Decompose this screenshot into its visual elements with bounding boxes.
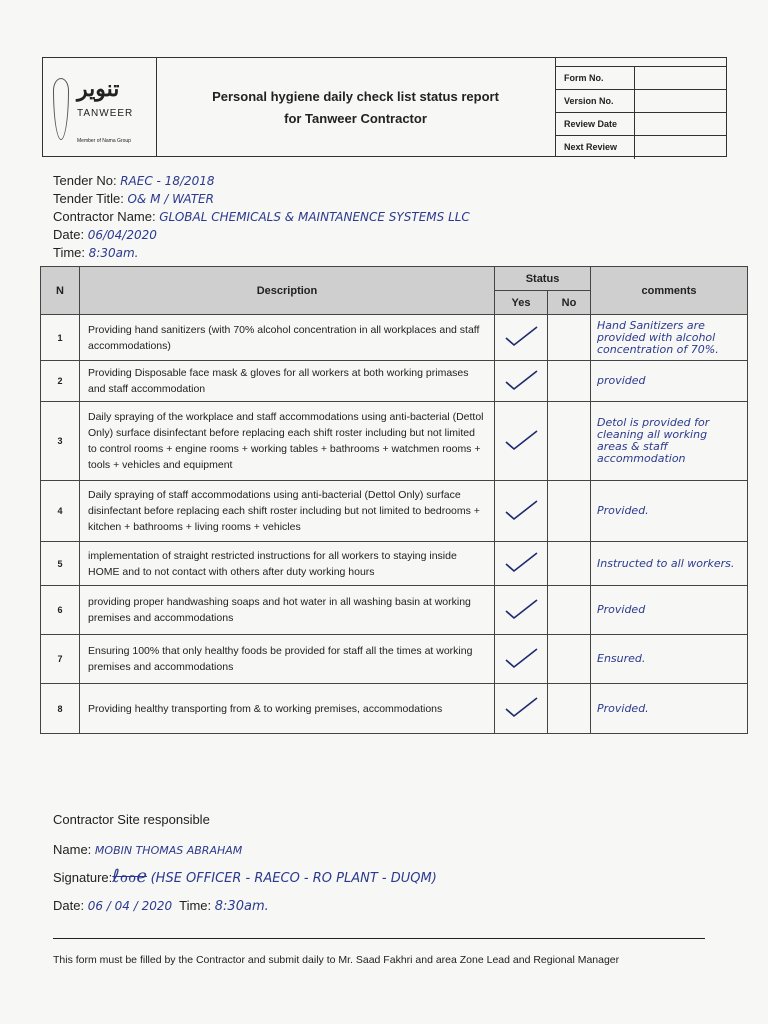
- col-n: N: [41, 267, 80, 315]
- handwritten-value: MOBIN THOMAS ABRAHAM: [94, 844, 243, 857]
- field-0: [53, 173, 215, 188]
- row-comment: Provided: [591, 586, 748, 635]
- row-description: implementation of straight restricted instructions for all workers to staying inside HOME and to not contact with others after duty working hours: [80, 542, 495, 586]
- no-cell: [548, 361, 591, 402]
- document-title: [156, 58, 556, 156]
- field-label: Contractor Name:: [53, 209, 156, 224]
- col-comments: comments: [591, 267, 748, 315]
- no-cell: [548, 684, 591, 734]
- yes-cell: [495, 586, 548, 635]
- table-row: [41, 586, 748, 635]
- row-number: 6: [41, 586, 80, 635]
- row-number: 3: [41, 402, 80, 481]
- checkmark-icon: [503, 597, 539, 621]
- footer-name: [53, 842, 242, 857]
- no-cell: [548, 481, 591, 542]
- field-3: [53, 227, 157, 242]
- col-status: Status: [495, 267, 591, 291]
- table-row: [41, 635, 748, 684]
- footer-section-title: Contractor Site responsible: [53, 812, 210, 827]
- meta-form-no: [556, 66, 726, 90]
- logo-arabic: تنوير: [77, 76, 120, 101]
- yes-cell: [495, 361, 548, 402]
- row-number: 5: [41, 542, 80, 586]
- label: Name:: [53, 842, 92, 857]
- footer-note: This form must be filled by the Contractor and submit daily to Mr. Saad Fakhri and area Zone Lead and Regional Manager: [53, 954, 620, 966]
- col-yes: Yes: [495, 291, 548, 315]
- footer-date-time: [53, 898, 269, 914]
- row-description: Providing Disposable face mask & gloves for all workers at both working primases and staff accommodation: [80, 361, 495, 402]
- row-number: 7: [41, 635, 80, 684]
- meta-version-no: [556, 89, 726, 113]
- tanweer-logo: [43, 58, 157, 156]
- field-label: Time:: [53, 245, 86, 260]
- table-row: [41, 402, 748, 481]
- logo-name: TANWEER: [77, 108, 134, 119]
- yes-cell: [495, 481, 548, 542]
- row-number: 2: [41, 361, 80, 402]
- logo-tagline: Member of Nama Group: [77, 138, 131, 144]
- row-description: Providing healthy transporting from & to working premises, accommodations: [80, 684, 495, 734]
- row-comment: Detol is provided for cleaning all working areas & staff accommodation: [591, 402, 748, 481]
- meta-next-review: [556, 135, 726, 159]
- label: Signature:: [53, 870, 113, 885]
- yes-cell: [495, 315, 548, 361]
- row-description: Ensuring 100% that only healthy foods be provided for staff all the times at working premises and accommodations: [80, 635, 495, 684]
- table-row: [41, 542, 748, 586]
- col-no: No: [548, 291, 591, 315]
- table-row: [41, 684, 748, 734]
- handwritten-value: 8:30am.: [214, 899, 269, 914]
- meta-label: Version No.: [564, 96, 614, 106]
- field-value: 06/04/2020: [87, 228, 157, 242]
- field-label: Date:: [53, 227, 85, 242]
- checkmark-icon: [503, 498, 539, 522]
- document-header: [42, 57, 727, 157]
- row-comment: Provided.: [591, 481, 748, 542]
- row-number: 8: [41, 684, 80, 734]
- meta-label: Next Review: [564, 142, 618, 152]
- handwritten-value: (HSE OFFICER - RAECO - RO PLANT - DUQM): [150, 871, 437, 886]
- handwritten-value: 06 / 04 / 2020: [87, 899, 173, 913]
- meta-label: Review Date: [564, 119, 618, 129]
- row-comment: Hand Sanitizers are provided with alcohol concentration of 70%.: [591, 315, 748, 361]
- row-comment: provided: [591, 361, 748, 402]
- yes-cell: [495, 684, 548, 734]
- row-number: 4: [41, 481, 80, 542]
- field-label: Tender Title:: [53, 191, 124, 206]
- field-value: RAEC - 18/2018: [120, 174, 215, 188]
- table-row: [41, 315, 748, 361]
- title-line-2: for Tanweer Contractor: [284, 111, 427, 126]
- checkmark-icon: [503, 646, 539, 670]
- no-cell: [548, 542, 591, 586]
- row-comment: Instructed to all workers.: [591, 542, 748, 586]
- yes-cell: [495, 542, 548, 586]
- label: Date:: [53, 898, 85, 913]
- field-2: [53, 209, 470, 224]
- row-description: Daily spraying of staff accommodations using anti-bacterial (Dettol Only) surface disinfectant before replacing each shift roster including but not limited to bedrooms + kitchen + bathrooms + living rooms + vehicles: [80, 481, 495, 542]
- no-cell: [548, 586, 591, 635]
- checkmark-icon: [503, 428, 539, 452]
- title-line-1: Personal hygiene daily check list status report: [212, 89, 499, 104]
- table-row: [41, 361, 748, 402]
- meta-label: Form No.: [564, 73, 604, 83]
- row-description: Providing hand sanitizers (with 70% alcohol concentration in all workplaces and staff accommodations): [80, 315, 495, 361]
- field-value: GLOBAL CHEMICALS & MAINTANENCE SYSTEMS LLC: [159, 210, 470, 224]
- field-1: [53, 191, 214, 206]
- yes-cell: [495, 402, 548, 481]
- footer-signature: [53, 866, 437, 887]
- divider: [53, 938, 705, 939]
- label: Time:: [179, 898, 212, 913]
- checkmark-icon: [503, 550, 539, 574]
- field-label: Tender No:: [53, 173, 117, 188]
- checkmark-icon: [503, 324, 539, 348]
- col-description: Description: [80, 267, 495, 315]
- row-number: 1: [41, 315, 80, 361]
- row-comment: Ensured.: [591, 635, 748, 684]
- row-comment: Provided.: [591, 684, 748, 734]
- checkmark-icon: [503, 368, 539, 392]
- field-value: O& M / WATER: [127, 192, 214, 206]
- table-row: [41, 481, 748, 542]
- no-cell: [548, 635, 591, 684]
- flame-icon: [53, 78, 69, 140]
- row-description: Daily spraying of the workplace and staff accommodations using anti-bacterial (Dettol Only) surface disinfectant before replacing each shift roster including but not limited to control rooms + engine rooms + working tables + bathrooms + watchmen rooms + tools + vehicles and equipment: [80, 402, 495, 481]
- no-cell: [548, 315, 591, 361]
- field-4: [53, 245, 138, 260]
- signature-scribble: ℓℴℴℯ: [112, 866, 147, 887]
- checkmark-icon: [503, 695, 539, 719]
- row-description: providing proper handwashing soaps and hot water in all washing basin at working premises and accommodations: [80, 586, 495, 635]
- meta-review-date: [556, 112, 726, 136]
- checklist-table: [40, 266, 748, 734]
- no-cell: [548, 402, 591, 481]
- yes-cell: [495, 635, 548, 684]
- field-value: 8:30am.: [88, 246, 139, 260]
